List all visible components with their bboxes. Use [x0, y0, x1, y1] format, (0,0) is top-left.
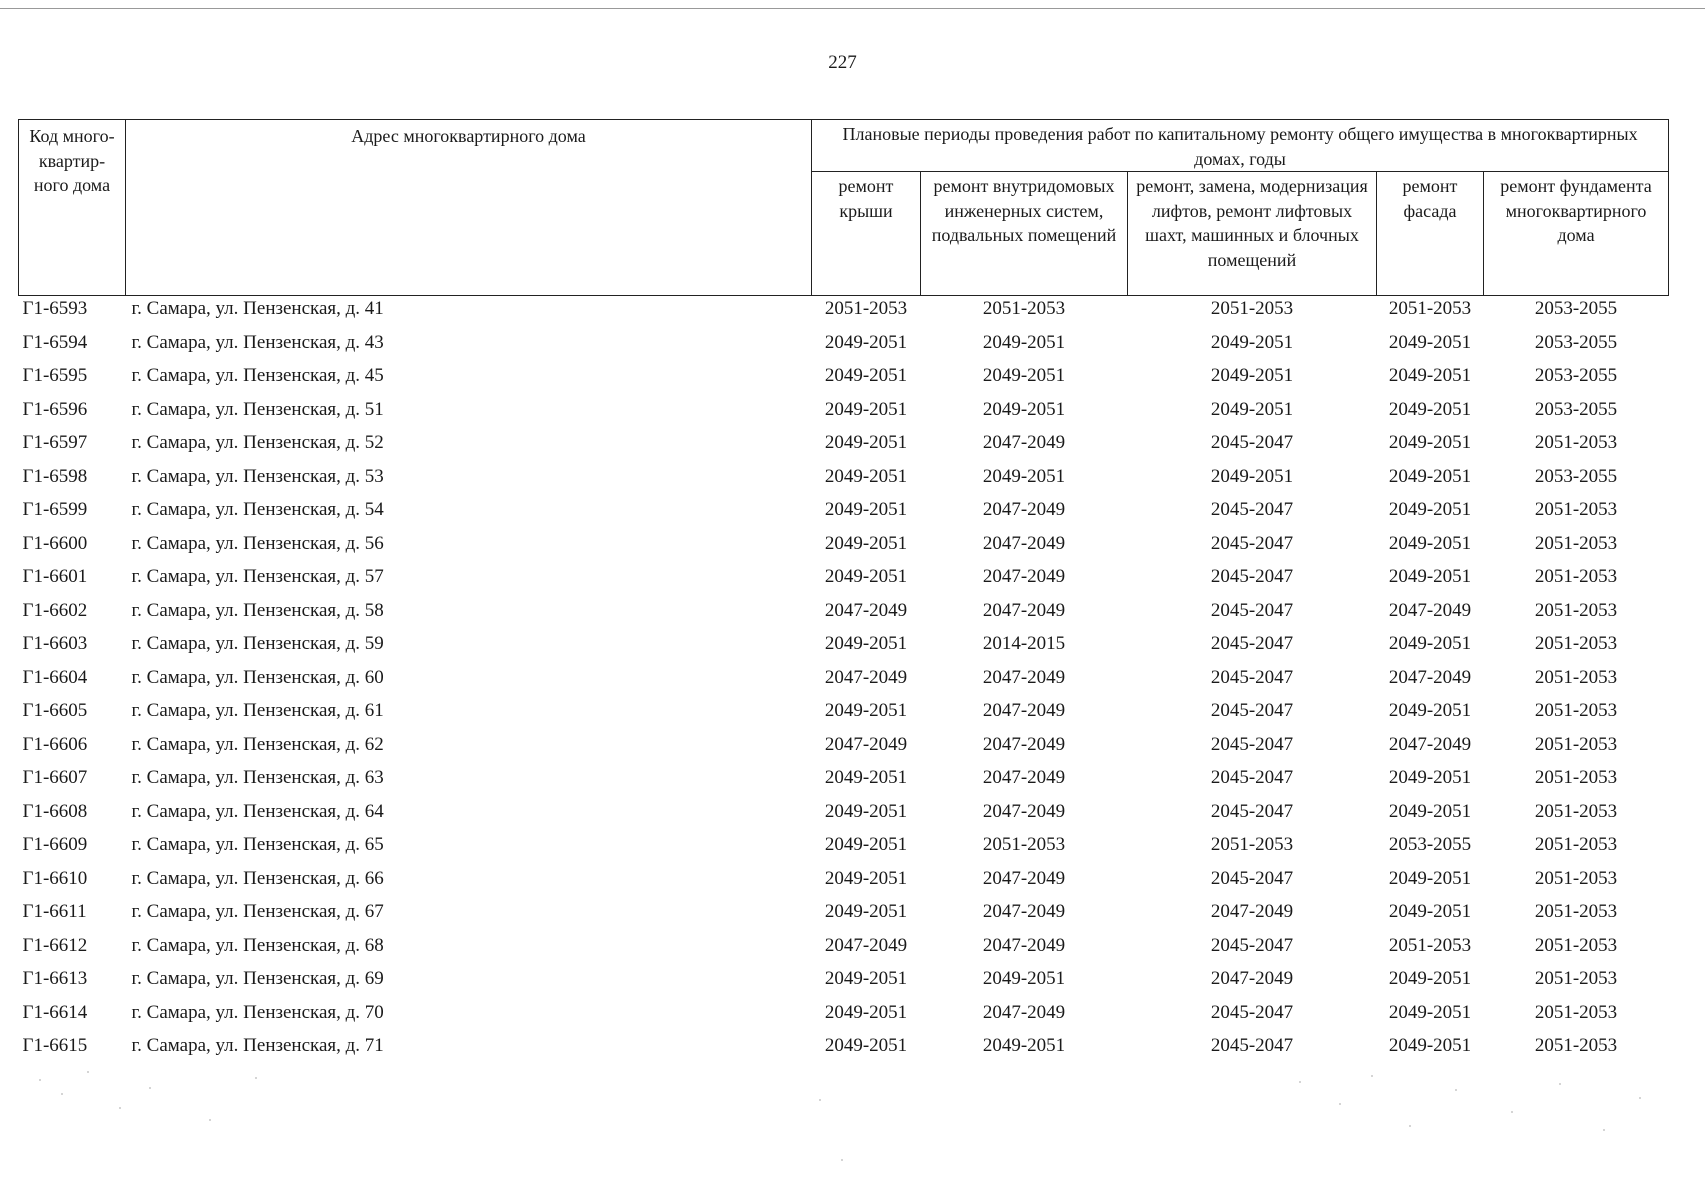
cell-facade-period: 2049-2051 [1388, 767, 1472, 788]
cell-facade-period: 2049-2051 [1388, 432, 1472, 453]
cell-facade-period: 2049-2051 [1388, 499, 1472, 520]
cell-building-code: Г1-6596 [22, 398, 88, 420]
table-row [19, 296, 1669, 330]
cell-building-code: Г1-6603 [22, 633, 88, 654]
cell-facade-period: 2049-2051 [1388, 532, 1472, 554]
cell-roof-period: 2047-2049 [824, 599, 908, 621]
header-building-code: Код много-квартир-ного дома [19, 120, 126, 296]
cell-foundation-period: 2051-2053 [1534, 599, 1618, 621]
cell-address: г. Самара, ул. Пензенская, д. 63 [131, 767, 384, 788]
cell-facade-period: 2049-2051 [1388, 1001, 1472, 1023]
cell-address: г. Самара, ул. Пензенская, д. 70 [131, 1001, 384, 1023]
cell-engineering-period: 2047-2049 [982, 733, 1066, 755]
cell-building-code: Г1-6597 [22, 432, 88, 453]
cell-roof-period: 2049-2051 [824, 968, 908, 989]
cell-building-code: Г1-6613 [22, 968, 88, 989]
cell-facade-period: 2049-2051 [1388, 700, 1472, 721]
header-elevator-repair: ремонт, замена, модернизация лифтов, ремонт лифтовых шахт, машинных и блочных помещений [1128, 172, 1377, 296]
cell-engineering-period: 2047-2049 [982, 767, 1066, 788]
cell-foundation-period: 2051-2053 [1534, 733, 1618, 755]
cell-foundation-period: 2053-2055 [1534, 398, 1618, 420]
cell-building-code: Г1-6601 [22, 566, 88, 587]
cell-foundation-period: 2051-2053 [1534, 1001, 1618, 1023]
cell-foundation-period: 2051-2053 [1534, 499, 1618, 520]
scan-noise [0, 1060, 1705, 1200]
cell-foundation-period: 2051-2053 [1534, 767, 1618, 788]
cell-elevator-period: 2045-2047 [1210, 867, 1294, 889]
cell-roof-period: 2049-2051 [824, 532, 908, 554]
cell-engineering-period: 2047-2049 [982, 599, 1066, 621]
cell-elevator-period: 2045-2047 [1210, 1001, 1294, 1023]
cell-foundation-period: 2051-2053 [1534, 867, 1618, 889]
header-facade-repair: ремонт фасада [1377, 172, 1484, 296]
cell-elevator-period: 2047-2049 [1210, 901, 1294, 922]
cell-roof-period: 2049-2051 [824, 901, 908, 922]
cell-engineering-period: 2049-2051 [982, 1035, 1066, 1056]
cell-building-code: Г1-6604 [22, 666, 88, 688]
table-row [19, 665, 1669, 699]
cell-building-code: Г1-6593 [22, 298, 88, 319]
table-row [19, 799, 1669, 833]
table-row [19, 430, 1669, 464]
cell-building-code: Г1-6610 [22, 867, 88, 889]
cell-roof-period: 2049-2051 [824, 633, 908, 654]
cell-foundation-period: 2051-2053 [1534, 934, 1618, 956]
cell-facade-period: 2049-2051 [1388, 331, 1472, 353]
cell-engineering-period: 2047-2049 [982, 867, 1066, 889]
cell-facade-period: 2047-2049 [1388, 733, 1472, 755]
cell-elevator-period: 2049-2051 [1210, 398, 1294, 420]
cell-elevator-period: 2051-2053 [1210, 834, 1294, 855]
cell-address: г. Самара, ул. Пензенская, д. 45 [131, 365, 384, 386]
cell-building-code: Г1-6598 [22, 465, 88, 487]
cell-foundation-period: 2053-2055 [1534, 298, 1618, 319]
cell-roof-period: 2049-2051 [824, 499, 908, 520]
cell-engineering-period: 2047-2049 [982, 532, 1066, 554]
cell-address: г. Самара, ул. Пензенская, д. 62 [131, 733, 384, 755]
cell-foundation-period: 2051-2053 [1534, 800, 1618, 822]
cell-roof-period: 2049-2051 [824, 1001, 908, 1023]
table-row [19, 330, 1669, 364]
cell-engineering-period: 2047-2049 [982, 1001, 1066, 1023]
cell-building-code: Г1-6605 [22, 700, 88, 721]
cell-address: г. Самара, ул. Пензенская, д. 54 [131, 499, 384, 520]
cell-roof-period: 2049-2051 [824, 834, 908, 855]
cell-building-code: Г1-6606 [22, 733, 88, 755]
table-row [19, 866, 1669, 900]
cell-elevator-period: 2045-2047 [1210, 800, 1294, 822]
cell-elevator-period: 2049-2051 [1210, 331, 1294, 353]
cell-facade-period: 2049-2051 [1388, 968, 1472, 989]
cell-address: г. Самара, ул. Пензенская, д. 51 [131, 398, 384, 420]
cell-address: г. Самара, ул. Пензенская, д. 60 [131, 666, 384, 688]
cell-building-code: Г1-6600 [22, 532, 88, 554]
cell-facade-period: 2047-2049 [1388, 599, 1472, 621]
cell-engineering-period: 2049-2051 [982, 465, 1066, 487]
cell-facade-period: 2049-2051 [1388, 566, 1472, 587]
table-body [19, 296, 1669, 1067]
cell-building-code: Г1-6594 [22, 331, 88, 353]
cell-address: г. Самара, ул. Пензенская, д. 52 [131, 432, 384, 453]
header-foundation-repair: ремонт фундамента многоквартирного дома [1484, 172, 1669, 296]
cell-elevator-period: 2045-2047 [1210, 767, 1294, 788]
cell-foundation-period: 2051-2053 [1534, 432, 1618, 453]
header-roof-repair: ремонт крыши [812, 172, 921, 296]
cell-building-code: Г1-6607 [22, 767, 88, 788]
scan-top-edge-line [0, 8, 1705, 9]
cell-address: г. Самара, ул. Пензенская, д. 67 [131, 901, 384, 922]
table-row [19, 933, 1669, 967]
cell-building-code: Г1-6595 [22, 365, 88, 386]
cell-roof-period: 2047-2049 [824, 733, 908, 755]
cell-elevator-period: 2045-2047 [1210, 934, 1294, 956]
cell-elevator-period: 2045-2047 [1210, 566, 1294, 587]
table-row [19, 464, 1669, 498]
cell-address: г. Самара, ул. Пензенская, д. 59 [131, 633, 384, 654]
cell-facade-period: 2049-2051 [1388, 465, 1472, 487]
cell-engineering-period: 2047-2049 [982, 566, 1066, 587]
table-row [19, 497, 1669, 531]
cell-facade-period: 2049-2051 [1388, 633, 1472, 654]
cell-engineering-period: 2049-2051 [982, 968, 1066, 989]
cell-roof-period: 2047-2049 [824, 934, 908, 956]
cell-building-code: Г1-6614 [22, 1001, 88, 1023]
cell-facade-period: 2049-2051 [1388, 901, 1472, 922]
cell-engineering-period: 2051-2053 [982, 298, 1066, 319]
header-address: Адрес многоквартирного дома [126, 120, 812, 296]
table-row [19, 531, 1669, 565]
capital-repair-schedule [18, 119, 1668, 1067]
cell-elevator-period: 2045-2047 [1210, 432, 1294, 453]
cell-address: г. Самара, ул. Пензенская, д. 64 [131, 800, 384, 822]
table-row [19, 363, 1669, 397]
cell-engineering-period: 2049-2051 [982, 365, 1066, 386]
cell-roof-period: 2049-2051 [824, 398, 908, 420]
table-row [19, 397, 1669, 431]
table-row [19, 732, 1669, 766]
cell-facade-period: 2053-2055 [1388, 834, 1472, 855]
cell-building-code: Г1-6602 [22, 599, 88, 621]
table-row [19, 899, 1669, 933]
cell-address: г. Самара, ул. Пензенская, д. 58 [131, 599, 384, 621]
cell-engineering-period: 2014-2015 [982, 633, 1066, 654]
cell-roof-period: 2049-2051 [824, 700, 908, 721]
cell-roof-period: 2049-2051 [824, 867, 908, 889]
cell-roof-period: 2047-2049 [824, 666, 908, 688]
cell-building-code: Г1-6599 [22, 499, 88, 520]
cell-roof-period: 2049-2051 [824, 566, 908, 587]
cell-address: г. Самара, ул. Пензенская, д. 57 [131, 566, 384, 587]
cell-facade-period: 2049-2051 [1388, 1035, 1472, 1056]
cell-facade-period: 2049-2051 [1388, 867, 1472, 889]
header-engineering-repair: ремонт внутридомовых инженерных систем, подвальных помещений [921, 172, 1128, 296]
cell-address: г. Самара, ул. Пензенская, д. 69 [131, 968, 384, 989]
cell-foundation-period: 2051-2053 [1534, 901, 1618, 922]
cell-roof-period: 2049-2051 [824, 767, 908, 788]
cell-address: г. Самара, ул. Пензенская, д. 53 [131, 465, 384, 487]
cell-engineering-period: 2047-2049 [982, 499, 1066, 520]
table-row [19, 966, 1669, 1000]
cell-elevator-period: 2045-2047 [1210, 599, 1294, 621]
cell-building-code: Г1-6609 [22, 834, 88, 855]
table-row [19, 1000, 1669, 1034]
cell-elevator-period: 2045-2047 [1210, 499, 1294, 520]
cell-foundation-period: 2051-2053 [1534, 834, 1618, 855]
page-number: 227 [828, 52, 857, 73]
cell-elevator-period: 2049-2051 [1210, 365, 1294, 386]
table-row [19, 564, 1669, 598]
cell-elevator-period: 2045-2047 [1210, 733, 1294, 755]
cell-foundation-period: 2051-2053 [1534, 968, 1618, 989]
schedule-table [18, 119, 1669, 1067]
cell-facade-period: 2051-2053 [1388, 298, 1472, 319]
cell-foundation-period: 2051-2053 [1534, 532, 1618, 554]
cell-address: г. Самара, ул. Пензенская, д. 68 [131, 934, 384, 956]
table-row [19, 832, 1669, 866]
cell-engineering-period: 2047-2049 [982, 901, 1066, 922]
table-row [19, 698, 1669, 732]
table-row [19, 631, 1669, 665]
cell-foundation-period: 2051-2053 [1534, 566, 1618, 587]
cell-facade-period: 2049-2051 [1388, 365, 1472, 386]
cell-building-code: Г1-6615 [22, 1035, 88, 1056]
cell-address: г. Самара, ул. Пензенская, д. 41 [131, 298, 384, 319]
cell-building-code: Г1-6612 [22, 934, 88, 956]
cell-engineering-period: 2047-2049 [982, 432, 1066, 453]
cell-elevator-period: 2049-2051 [1210, 465, 1294, 487]
cell-roof-period: 2049-2051 [824, 432, 908, 453]
cell-elevator-period: 2045-2047 [1210, 532, 1294, 554]
cell-foundation-period: 2051-2053 [1534, 700, 1618, 721]
cell-engineering-period: 2049-2051 [982, 398, 1066, 420]
cell-address: г. Самара, ул. Пензенская, д. 65 [131, 834, 384, 855]
cell-address: г. Самара, ул. Пензенская, д. 66 [131, 867, 384, 889]
cell-elevator-period: 2045-2047 [1210, 633, 1294, 654]
cell-engineering-period: 2051-2053 [982, 834, 1066, 855]
cell-facade-period: 2049-2051 [1388, 800, 1472, 822]
cell-engineering-period: 2047-2049 [982, 800, 1066, 822]
cell-foundation-period: 2051-2053 [1534, 1035, 1618, 1056]
cell-engineering-period: 2047-2049 [982, 934, 1066, 956]
cell-facade-period: 2051-2053 [1388, 934, 1472, 956]
cell-address: г. Самара, ул. Пензенская, д. 71 [131, 1035, 384, 1056]
cell-facade-period: 2047-2049 [1388, 666, 1472, 688]
header-planned-periods: Плановые периоды проведения работ по капитальному ремонту общего имущества в многоквартирных домах, годы [812, 120, 1669, 172]
cell-foundation-period: 2053-2055 [1534, 365, 1618, 386]
cell-engineering-period: 2047-2049 [982, 666, 1066, 688]
cell-elevator-period: 2051-2053 [1210, 298, 1294, 319]
cell-facade-period: 2049-2051 [1388, 398, 1472, 420]
cell-address: г. Самара, ул. Пензенская, д. 61 [131, 700, 384, 721]
cell-roof-period: 2049-2051 [824, 465, 908, 487]
cell-elevator-period: 2045-2047 [1210, 666, 1294, 688]
cell-building-code: Г1-6611 [22, 901, 87, 922]
cell-roof-period: 2049-2051 [824, 365, 908, 386]
cell-engineering-period: 2049-2051 [982, 331, 1066, 353]
table-header [19, 120, 1669, 296]
table-row [19, 598, 1669, 632]
cell-elevator-period: 2047-2049 [1210, 968, 1294, 989]
cell-foundation-period: 2051-2053 [1534, 633, 1618, 654]
cell-roof-period: 2049-2051 [824, 331, 908, 353]
cell-foundation-period: 2053-2055 [1534, 465, 1618, 487]
cell-roof-period: 2049-2051 [824, 1035, 908, 1056]
cell-foundation-period: 2053-2055 [1534, 331, 1618, 353]
cell-roof-period: 2051-2053 [824, 298, 908, 319]
cell-address: г. Самара, ул. Пензенская, д. 56 [131, 532, 384, 554]
cell-address: г. Самара, ул. Пензенская, д. 43 [131, 331, 384, 353]
cell-elevator-period: 2045-2047 [1210, 1035, 1294, 1056]
cell-roof-period: 2049-2051 [824, 800, 908, 822]
cell-foundation-period: 2051-2053 [1534, 666, 1618, 688]
cell-building-code: Г1-6608 [22, 800, 88, 822]
table-row [19, 765, 1669, 799]
cell-elevator-period: 2045-2047 [1210, 700, 1294, 721]
cell-engineering-period: 2047-2049 [982, 700, 1066, 721]
